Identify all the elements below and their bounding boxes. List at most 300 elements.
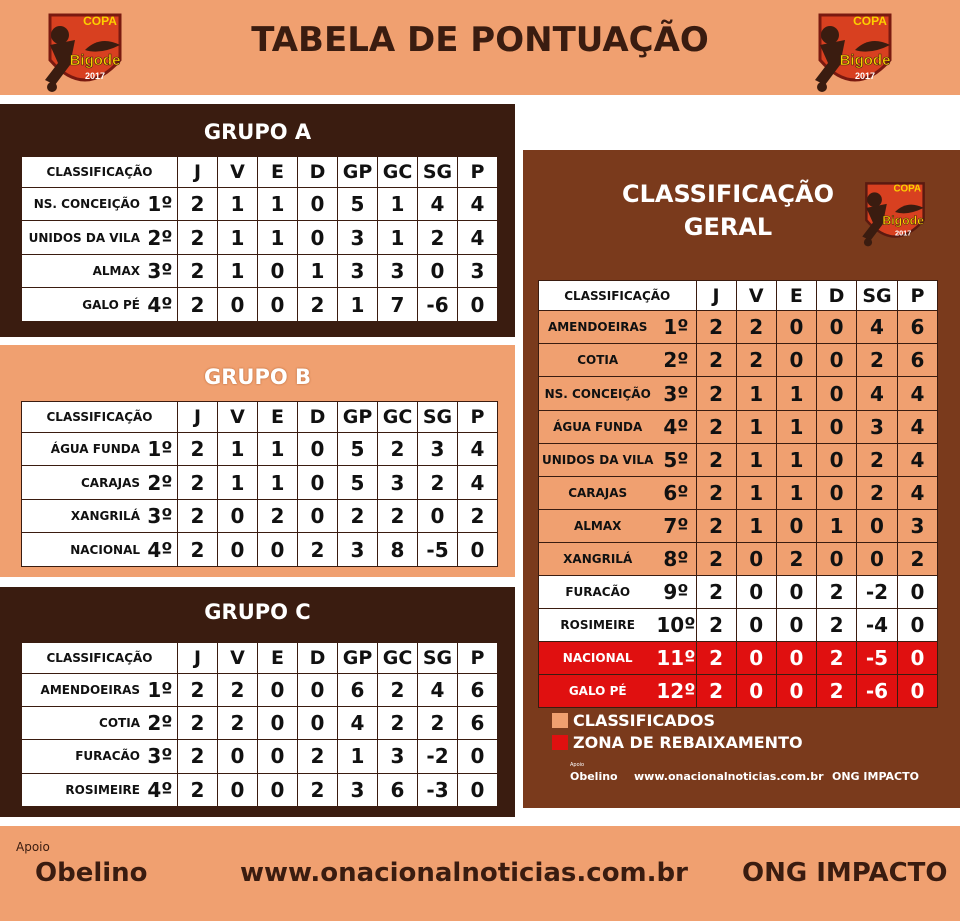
stat-v: 0 bbox=[218, 773, 258, 806]
stat-e: 1 bbox=[776, 410, 816, 443]
group-b-title: GRUPO B bbox=[203, 365, 312, 389]
team-name: ÁGUA FUNDA bbox=[22, 432, 144, 466]
stat-p: 4 bbox=[458, 187, 498, 221]
team-name: GALO PÉ bbox=[22, 288, 144, 322]
stat-sg: 0 bbox=[418, 499, 458, 533]
stat-d: 0 bbox=[816, 443, 856, 476]
stat-v: 0 bbox=[218, 740, 258, 773]
general-table-row bbox=[539, 476, 938, 509]
stat-p: 4 bbox=[897, 476, 937, 509]
table-row bbox=[22, 187, 498, 221]
stat-e: 0 bbox=[776, 674, 816, 707]
team-position: 2º bbox=[143, 466, 178, 500]
logo-name-text: Bigode bbox=[839, 52, 891, 69]
column-header-d: D bbox=[298, 643, 338, 674]
stat-p: 4 bbox=[897, 377, 937, 410]
stat-gp: 3 bbox=[338, 221, 378, 255]
stat-sg: -6 bbox=[857, 674, 898, 707]
stat-p: 4 bbox=[897, 443, 937, 476]
team-position: 3º bbox=[143, 740, 178, 773]
stat-e: 0 bbox=[776, 641, 816, 674]
stat-sg: -2 bbox=[418, 740, 458, 773]
team-position: 2º bbox=[656, 344, 696, 377]
legend-label-relegation: ZONA DE REBAIXAMENTO bbox=[573, 733, 803, 752]
stat-d: 2 bbox=[298, 288, 338, 322]
stat-gp: 4 bbox=[338, 706, 378, 739]
stat-v: 0 bbox=[736, 542, 776, 575]
column-header-e: E bbox=[258, 402, 298, 433]
stat-p: 3 bbox=[458, 254, 498, 288]
team-name: NS. CONCEIÇÃO bbox=[22, 187, 144, 221]
stat-d: 2 bbox=[298, 773, 338, 806]
stat-v: 0 bbox=[218, 533, 258, 567]
table-row bbox=[22, 221, 498, 255]
stat-j: 2 bbox=[178, 221, 218, 255]
stat-j: 2 bbox=[178, 187, 218, 221]
stat-gc: 3 bbox=[378, 740, 418, 773]
stat-v: 0 bbox=[736, 674, 776, 707]
stat-sg: -2 bbox=[857, 575, 898, 608]
column-header-p: P bbox=[458, 157, 498, 188]
legend-swatch-relegation bbox=[552, 735, 568, 750]
stat-gp: 3 bbox=[338, 533, 378, 567]
table-row bbox=[22, 432, 498, 466]
team-position: 5º bbox=[656, 443, 696, 476]
team-name: ÁGUA FUNDA bbox=[539, 410, 657, 443]
stat-j: 2 bbox=[696, 443, 736, 476]
stat-d: 2 bbox=[816, 641, 856, 674]
logo-name-text: Bigode bbox=[69, 52, 121, 69]
column-header-v: V bbox=[218, 643, 258, 674]
logo-top-text: COPA bbox=[853, 14, 887, 28]
team-position: 12º bbox=[656, 674, 696, 707]
column-header-e: E bbox=[776, 281, 816, 311]
stat-p: 0 bbox=[458, 740, 498, 773]
team-name: COTIA bbox=[539, 344, 657, 377]
stat-p: 4 bbox=[458, 221, 498, 255]
stat-sg: 2 bbox=[418, 466, 458, 500]
classification-header: CLASSIFICAÇÃO bbox=[539, 281, 697, 311]
footer-support-label: Apoio bbox=[16, 840, 50, 854]
stat-j: 2 bbox=[178, 740, 218, 773]
classification-header: CLASSIFICAÇÃO bbox=[22, 643, 178, 674]
stat-v: 2 bbox=[736, 344, 776, 377]
team-position: 3º bbox=[143, 499, 178, 533]
column-header-p: P bbox=[458, 402, 498, 433]
stat-gc: 3 bbox=[378, 254, 418, 288]
stat-d: 0 bbox=[298, 187, 338, 221]
stat-v: 0 bbox=[736, 575, 776, 608]
stat-e: 0 bbox=[776, 311, 816, 344]
stat-d: 0 bbox=[816, 542, 856, 575]
stat-j: 2 bbox=[696, 641, 736, 674]
stat-p: 2 bbox=[458, 499, 498, 533]
stat-d: 0 bbox=[298, 706, 338, 739]
general-table-row bbox=[539, 410, 938, 443]
stat-v: 2 bbox=[218, 706, 258, 739]
team-name: NACIONAL bbox=[539, 641, 657, 674]
group-c-title: GRUPO C bbox=[204, 600, 311, 624]
team-position: 1º bbox=[143, 673, 178, 706]
column-header-gc: GC bbox=[378, 157, 418, 188]
column-header-v: V bbox=[218, 157, 258, 188]
table-row bbox=[22, 533, 498, 567]
stat-e: 0 bbox=[776, 575, 816, 608]
mini-sponsor-obelino: Obelino bbox=[570, 770, 618, 783]
team-position: 8º bbox=[656, 542, 696, 575]
stat-sg: 3 bbox=[857, 410, 898, 443]
general-table-row bbox=[539, 674, 938, 707]
stat-j: 2 bbox=[696, 575, 736, 608]
team-name: UNIDOS DA VILA bbox=[22, 221, 144, 255]
team-name: XANGRILÁ bbox=[22, 499, 144, 533]
team-name: CARAJAS bbox=[539, 476, 657, 509]
stat-d: 0 bbox=[816, 311, 856, 344]
column-header-sg: SG bbox=[418, 643, 458, 674]
copa-bigode-logo-left bbox=[30, 5, 140, 95]
general-table-row bbox=[539, 344, 938, 377]
team-position: 1º bbox=[143, 432, 178, 466]
column-header-p: P bbox=[897, 281, 937, 311]
stat-sg: -4 bbox=[857, 608, 898, 641]
mini-support-label: Apoio bbox=[570, 762, 585, 768]
general-table-row bbox=[539, 575, 938, 608]
stat-j: 2 bbox=[696, 410, 736, 443]
team-name: FURACÃO bbox=[539, 575, 657, 608]
stat-v: 0 bbox=[218, 499, 258, 533]
stat-v: 1 bbox=[736, 509, 776, 542]
stat-e: 0 bbox=[258, 706, 298, 739]
column-header-e: E bbox=[258, 643, 298, 674]
stat-p: 0 bbox=[897, 674, 937, 707]
stat-gp: 5 bbox=[338, 466, 378, 500]
general-table-row bbox=[539, 509, 938, 542]
team-name: ROSIMEIRE bbox=[22, 773, 144, 806]
team-position: 4º bbox=[656, 410, 696, 443]
general-classification-table bbox=[538, 280, 938, 708]
stat-v: 2 bbox=[218, 673, 258, 706]
stat-d: 0 bbox=[816, 344, 856, 377]
stat-v: 0 bbox=[736, 608, 776, 641]
team-name: NS. CONCEIÇÃO bbox=[539, 377, 657, 410]
group-b-table bbox=[21, 401, 498, 567]
stat-gc: 2 bbox=[378, 499, 418, 533]
stat-gp: 5 bbox=[338, 432, 378, 466]
general-table-row bbox=[539, 311, 938, 344]
stat-d: 0 bbox=[816, 410, 856, 443]
stat-j: 2 bbox=[178, 432, 218, 466]
footer-sponsor-obelino: Obelino bbox=[35, 858, 148, 888]
general-table-row bbox=[539, 377, 938, 410]
stat-j: 2 bbox=[696, 377, 736, 410]
column-header-j: J bbox=[178, 402, 218, 433]
general-table-row bbox=[539, 443, 938, 476]
classification-header: CLASSIFICAÇÃO bbox=[22, 157, 178, 188]
team-name: AMENDOEIRAS bbox=[539, 311, 657, 344]
group-a-title: GRUPO A bbox=[203, 120, 312, 144]
stat-gc: 6 bbox=[378, 773, 418, 806]
stat-p: 0 bbox=[897, 608, 937, 641]
table-header-row bbox=[22, 157, 498, 188]
table-row bbox=[22, 673, 498, 706]
stat-v: 1 bbox=[218, 432, 258, 466]
stat-v: 1 bbox=[218, 221, 258, 255]
table-row bbox=[22, 466, 498, 500]
mini-sponsor-ong: ONG IMPACTO bbox=[832, 770, 919, 783]
stat-d: 0 bbox=[298, 466, 338, 500]
stat-gc: 7 bbox=[378, 288, 418, 322]
team-name: AMENDOEIRAS bbox=[22, 673, 144, 706]
stat-d: 0 bbox=[298, 221, 338, 255]
stat-j: 2 bbox=[696, 608, 736, 641]
team-name: XANGRILÁ bbox=[539, 542, 657, 575]
group-c-table bbox=[21, 642, 498, 807]
general-title-line2: GERAL bbox=[683, 213, 773, 241]
stat-v: 1 bbox=[736, 377, 776, 410]
stat-d: 2 bbox=[816, 608, 856, 641]
column-header-sg: SG bbox=[418, 402, 458, 433]
general-title-line1: CLASSIFICAÇÃO bbox=[621, 180, 834, 208]
column-header-gp: GP bbox=[338, 643, 378, 674]
stat-v: 0 bbox=[218, 288, 258, 322]
stat-sg: 2 bbox=[418, 221, 458, 255]
stat-gc: 8 bbox=[378, 533, 418, 567]
team-position: 4º bbox=[143, 288, 178, 322]
column-header-gc: GC bbox=[378, 643, 418, 674]
stat-e: 1 bbox=[258, 466, 298, 500]
stat-d: 0 bbox=[298, 499, 338, 533]
stat-e: 0 bbox=[258, 254, 298, 288]
stat-e: 0 bbox=[258, 740, 298, 773]
team-name: FURACÃO bbox=[22, 740, 144, 773]
general-table-row bbox=[539, 608, 938, 641]
column-header-d: D bbox=[298, 402, 338, 433]
team-position: 3º bbox=[656, 377, 696, 410]
stat-j: 2 bbox=[696, 476, 736, 509]
stat-e: 0 bbox=[258, 673, 298, 706]
stat-sg: -5 bbox=[857, 641, 898, 674]
stat-d: 0 bbox=[816, 377, 856, 410]
stat-p: 4 bbox=[458, 466, 498, 500]
stat-e: 1 bbox=[258, 187, 298, 221]
mini-sponsor-site: www.onacionalnoticias.com.br bbox=[634, 770, 824, 783]
legend-swatch-classified bbox=[552, 713, 568, 728]
team-position: 6º bbox=[656, 476, 696, 509]
footer-sponsor-site: www.onacionalnoticias.com.br bbox=[240, 858, 688, 888]
stat-gc: 2 bbox=[378, 673, 418, 706]
stat-e: 1 bbox=[776, 476, 816, 509]
stat-sg: -3 bbox=[418, 773, 458, 806]
team-name: CARAJAS bbox=[22, 466, 144, 500]
stat-j: 2 bbox=[696, 344, 736, 377]
stat-gc: 3 bbox=[378, 466, 418, 500]
stat-v: 1 bbox=[218, 254, 258, 288]
stat-e: 1 bbox=[258, 221, 298, 255]
stat-gp: 2 bbox=[338, 499, 378, 533]
footer-sponsor-ong: ONG IMPACTO bbox=[742, 858, 948, 888]
logo-year-text: 2017 bbox=[894, 228, 912, 238]
column-header-d: D bbox=[298, 157, 338, 188]
stat-gp: 1 bbox=[338, 288, 378, 322]
stat-j: 2 bbox=[178, 706, 218, 739]
stat-sg: 4 bbox=[857, 311, 898, 344]
column-header-v: V bbox=[218, 402, 258, 433]
stat-p: 0 bbox=[458, 288, 498, 322]
stat-j: 2 bbox=[178, 288, 218, 322]
table-row bbox=[22, 706, 498, 739]
column-header-p: P bbox=[458, 643, 498, 674]
stat-j: 2 bbox=[178, 499, 218, 533]
stat-sg: 4 bbox=[418, 187, 458, 221]
stat-p: 6 bbox=[897, 344, 937, 377]
legend-label-classified: CLASSIFICADOS bbox=[573, 711, 716, 730]
stat-v: 2 bbox=[736, 311, 776, 344]
team-position: 2º bbox=[143, 706, 178, 739]
stat-gp: 3 bbox=[338, 773, 378, 806]
stat-p: 0 bbox=[458, 773, 498, 806]
stat-v: 1 bbox=[218, 466, 258, 500]
stat-e: 0 bbox=[258, 533, 298, 567]
copa-bigode-logo-right bbox=[800, 5, 910, 95]
team-position: 4º bbox=[143, 533, 178, 567]
table-row bbox=[22, 499, 498, 533]
stat-v: 1 bbox=[736, 476, 776, 509]
general-table-row bbox=[539, 641, 938, 674]
column-header-j: J bbox=[696, 281, 736, 311]
stat-j: 2 bbox=[178, 773, 218, 806]
stat-gp: 6 bbox=[338, 673, 378, 706]
classification-header: CLASSIFICAÇÃO bbox=[22, 402, 178, 433]
team-position: 1º bbox=[143, 187, 178, 221]
team-position: 10º bbox=[656, 608, 696, 641]
team-position: 9º bbox=[656, 575, 696, 608]
general-table-row bbox=[539, 542, 938, 575]
table-header-row bbox=[22, 402, 498, 433]
stat-d: 2 bbox=[298, 533, 338, 567]
stat-gp: 3 bbox=[338, 254, 378, 288]
stat-p: 4 bbox=[897, 410, 937, 443]
team-name: ROSIMEIRE bbox=[539, 608, 657, 641]
team-name: UNIDOS DA VILA bbox=[539, 443, 657, 476]
stat-d: 0 bbox=[816, 476, 856, 509]
stat-j: 2 bbox=[696, 509, 736, 542]
logo-top-text: COPA bbox=[83, 14, 117, 28]
stat-sg: -6 bbox=[418, 288, 458, 322]
stat-j: 2 bbox=[178, 254, 218, 288]
team-position: 11º bbox=[656, 641, 696, 674]
stat-gc: 2 bbox=[378, 706, 418, 739]
column-header-gp: GP bbox=[338, 157, 378, 188]
stat-v: 1 bbox=[736, 443, 776, 476]
stat-d: 2 bbox=[816, 575, 856, 608]
stat-d: 1 bbox=[816, 509, 856, 542]
team-position: 3º bbox=[143, 254, 178, 288]
stat-d: 2 bbox=[816, 674, 856, 707]
stat-sg: 0 bbox=[418, 254, 458, 288]
column-header-gp: GP bbox=[338, 402, 378, 433]
stat-j: 2 bbox=[178, 466, 218, 500]
column-header-j: J bbox=[178, 157, 218, 188]
stat-j: 2 bbox=[178, 533, 218, 567]
stat-sg: 2 bbox=[418, 706, 458, 739]
column-header-gc: GC bbox=[378, 402, 418, 433]
table-row bbox=[22, 288, 498, 322]
table-header-row bbox=[22, 643, 498, 674]
stat-e: 0 bbox=[776, 608, 816, 641]
stat-gc: 2 bbox=[378, 432, 418, 466]
stat-e: 0 bbox=[258, 288, 298, 322]
stat-p: 0 bbox=[897, 641, 937, 674]
team-name: COTIA bbox=[22, 706, 144, 739]
team-position: 7º bbox=[656, 509, 696, 542]
table-row bbox=[22, 740, 498, 773]
stat-sg: 0 bbox=[857, 509, 898, 542]
stat-p: 4 bbox=[458, 432, 498, 466]
stat-d: 2 bbox=[298, 740, 338, 773]
stat-d: 0 bbox=[298, 673, 338, 706]
stat-sg: 4 bbox=[857, 377, 898, 410]
stat-e: 0 bbox=[776, 509, 816, 542]
team-name: ALMAX bbox=[539, 509, 657, 542]
team-name: NACIONAL bbox=[22, 533, 144, 567]
stat-e: 2 bbox=[258, 499, 298, 533]
stat-v: 0 bbox=[736, 641, 776, 674]
stat-p: 6 bbox=[458, 673, 498, 706]
stat-p: 2 bbox=[897, 542, 937, 575]
copa-bigode-logo-general bbox=[850, 172, 940, 252]
team-position: 2º bbox=[143, 221, 178, 255]
stat-sg: 4 bbox=[418, 673, 458, 706]
stat-d: 1 bbox=[298, 254, 338, 288]
stat-j: 2 bbox=[178, 673, 218, 706]
stat-e: 0 bbox=[776, 344, 816, 377]
group-a-table bbox=[21, 156, 498, 322]
stat-e: 0 bbox=[258, 773, 298, 806]
logo-year-text: 2017 bbox=[854, 71, 876, 81]
logo-year-text: 2017 bbox=[84, 71, 106, 81]
team-position: 1º bbox=[656, 311, 696, 344]
stat-j: 2 bbox=[696, 311, 736, 344]
column-header-sg: SG bbox=[857, 281, 898, 311]
stat-gc: 1 bbox=[378, 221, 418, 255]
stat-sg: -5 bbox=[418, 533, 458, 567]
team-name: GALO PÉ bbox=[539, 674, 657, 707]
column-header-v: V bbox=[736, 281, 776, 311]
stat-d: 0 bbox=[298, 432, 338, 466]
stat-sg: 2 bbox=[857, 476, 898, 509]
stat-sg: 0 bbox=[857, 542, 898, 575]
stat-gp: 5 bbox=[338, 187, 378, 221]
stat-j: 2 bbox=[696, 674, 736, 707]
team-position: 4º bbox=[143, 773, 178, 806]
stat-p: 3 bbox=[897, 509, 937, 542]
stat-j: 2 bbox=[696, 542, 736, 575]
stat-gp: 1 bbox=[338, 740, 378, 773]
stat-p: 6 bbox=[458, 706, 498, 739]
stat-p: 0 bbox=[897, 575, 937, 608]
column-header-sg: SG bbox=[418, 157, 458, 188]
stat-e: 1 bbox=[258, 432, 298, 466]
team-name: ALMAX bbox=[22, 254, 144, 288]
logo-name-text: Bigode bbox=[882, 213, 924, 228]
stat-e: 1 bbox=[776, 443, 816, 476]
stat-p: 0 bbox=[458, 533, 498, 567]
table-row bbox=[22, 773, 498, 806]
stat-gc: 1 bbox=[378, 187, 418, 221]
column-header-e: E bbox=[258, 157, 298, 188]
stat-v: 1 bbox=[736, 410, 776, 443]
stat-sg: 2 bbox=[857, 443, 898, 476]
